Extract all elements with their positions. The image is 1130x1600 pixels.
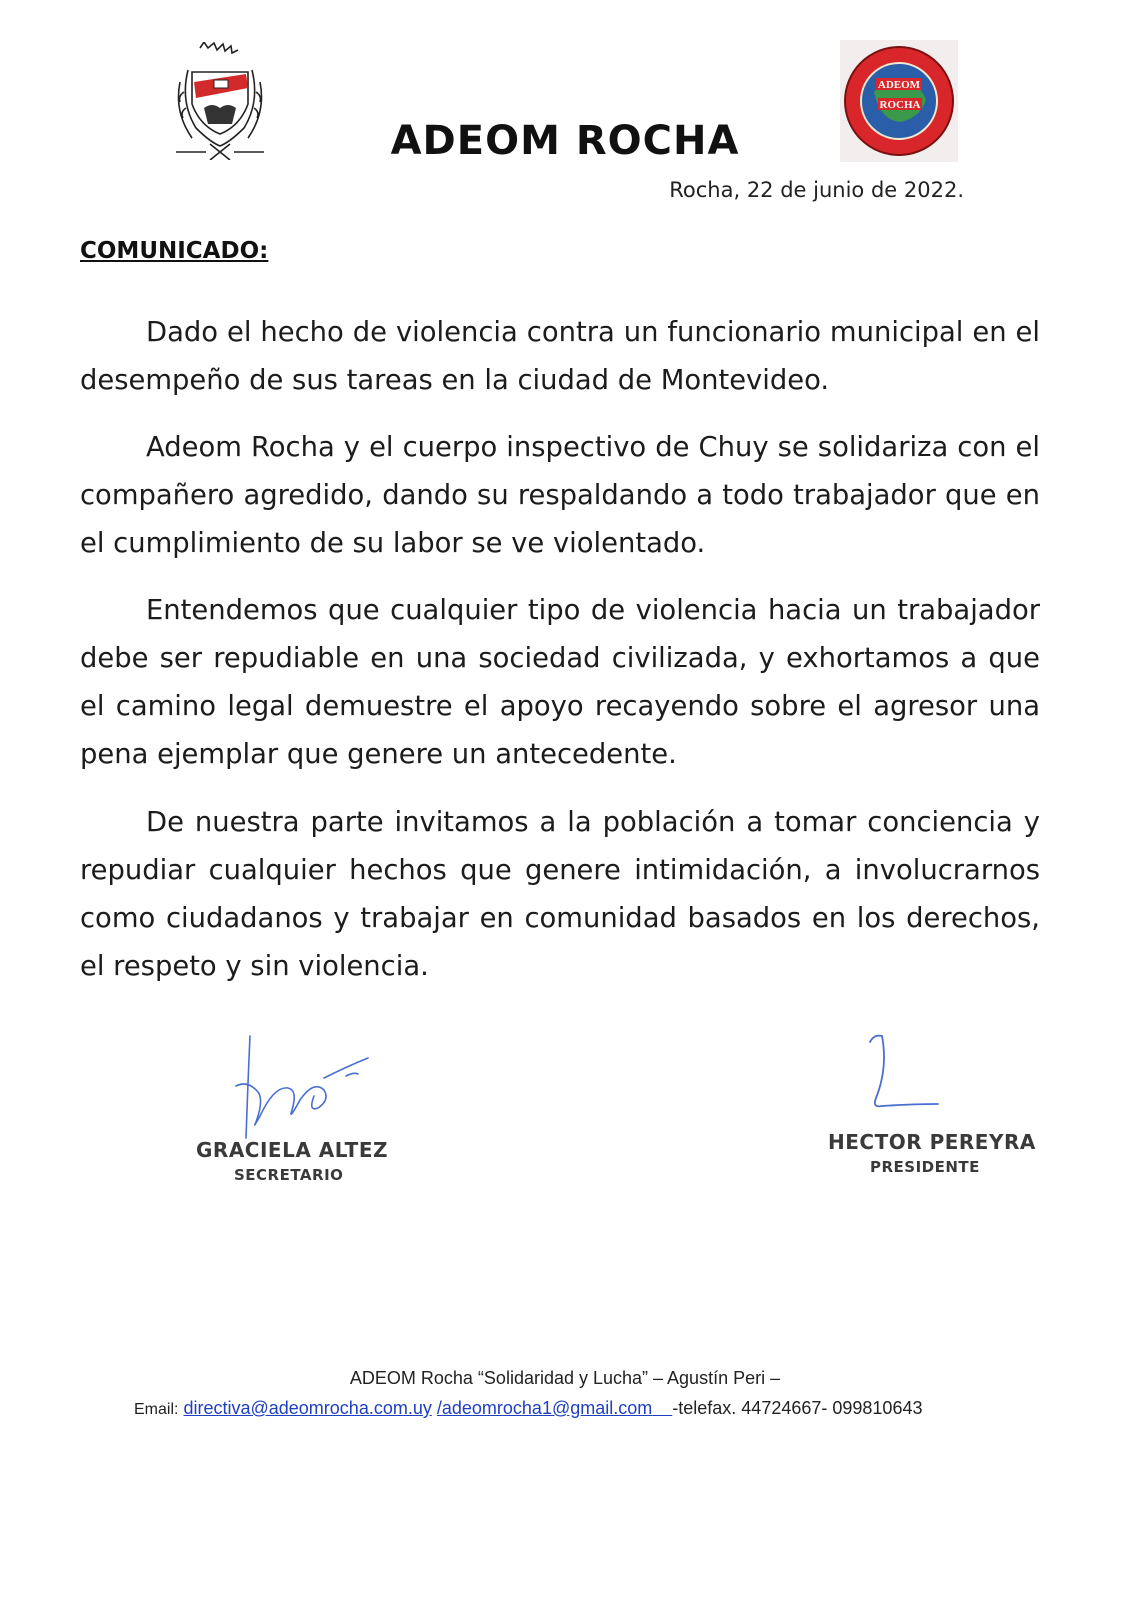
footer-email-label: Email: — [134, 1401, 179, 1418]
signature-graciela-altez — [228, 1030, 388, 1140]
footer-phones: -telefax. 44724667- 099810643 — [672, 1398, 923, 1418]
signer-name-secretario: GRACIELA ALTEZ — [196, 1138, 388, 1162]
page-title — [0, 118, 1130, 164]
seal-text-adeom: ADEOM — [877, 79, 921, 91]
page-title-text: ADEOM ROCHA — [390, 118, 740, 164]
body-paragraph-4: De nuestra parte invitamos a la población a tomar conciencia y repudiar cualquier hechos que genere intimidación, a involucrarnos como ciudadanos y trabajar en comunidad basados en los derechos, el respeto y sin violencia. — [80, 807, 1040, 982]
footer-email-link-2[interactable]: /adeomrocha1@gmail.com — [436, 1398, 653, 1418]
footer-email-link-1[interactable]: directiva@adeomrocha.com.uy — [183, 1398, 432, 1418]
document-date: Rocha, 22 de junio de 2022. — [669, 178, 964, 202]
signer-name-presidente: HECTOR PEREYRA — [828, 1130, 1036, 1154]
comunicado-heading: COMUNICADO: — [80, 238, 269, 264]
body-paragraph-1: Dado el hecho de violencia contra un funcionario municipal en el desempeño de sus tareas en la ciudad de Montevideo. — [80, 317, 1040, 396]
footer-organization-line: ADEOM Rocha “Solidaridad y Lucha” – Agustín Peri – — [349, 1368, 781, 1388]
footer-contact-line — [134, 1398, 922, 1419]
footer-link-spacer — [652, 1398, 672, 1418]
seal-text-rocha: ROCHA — [879, 99, 921, 111]
signer-role-secretario: SECRETARIO — [234, 1166, 344, 1184]
body-paragraph-2: Adeom Rocha y el cuerpo inspectivo de Chuy se solidariza con el compañero agredido, dando su respaldando a todo trabajador que en el cumplimiento de su labor se ve violentado. — [80, 432, 1040, 559]
signer-role-presidente: PRESIDENTE — [870, 1158, 980, 1176]
signature-hector-pereyra — [862, 1028, 962, 1118]
body-paragraph-3: Entendemos que cualquier tipo de violencia hacia un trabajador debe ser repudiable en una sociedad civilizada, y exhortamos a que el camino legal demuestre el apoyo recayendo sobre el agresor una pena ejemplar que genere un antecedente. — [80, 595, 1040, 770]
